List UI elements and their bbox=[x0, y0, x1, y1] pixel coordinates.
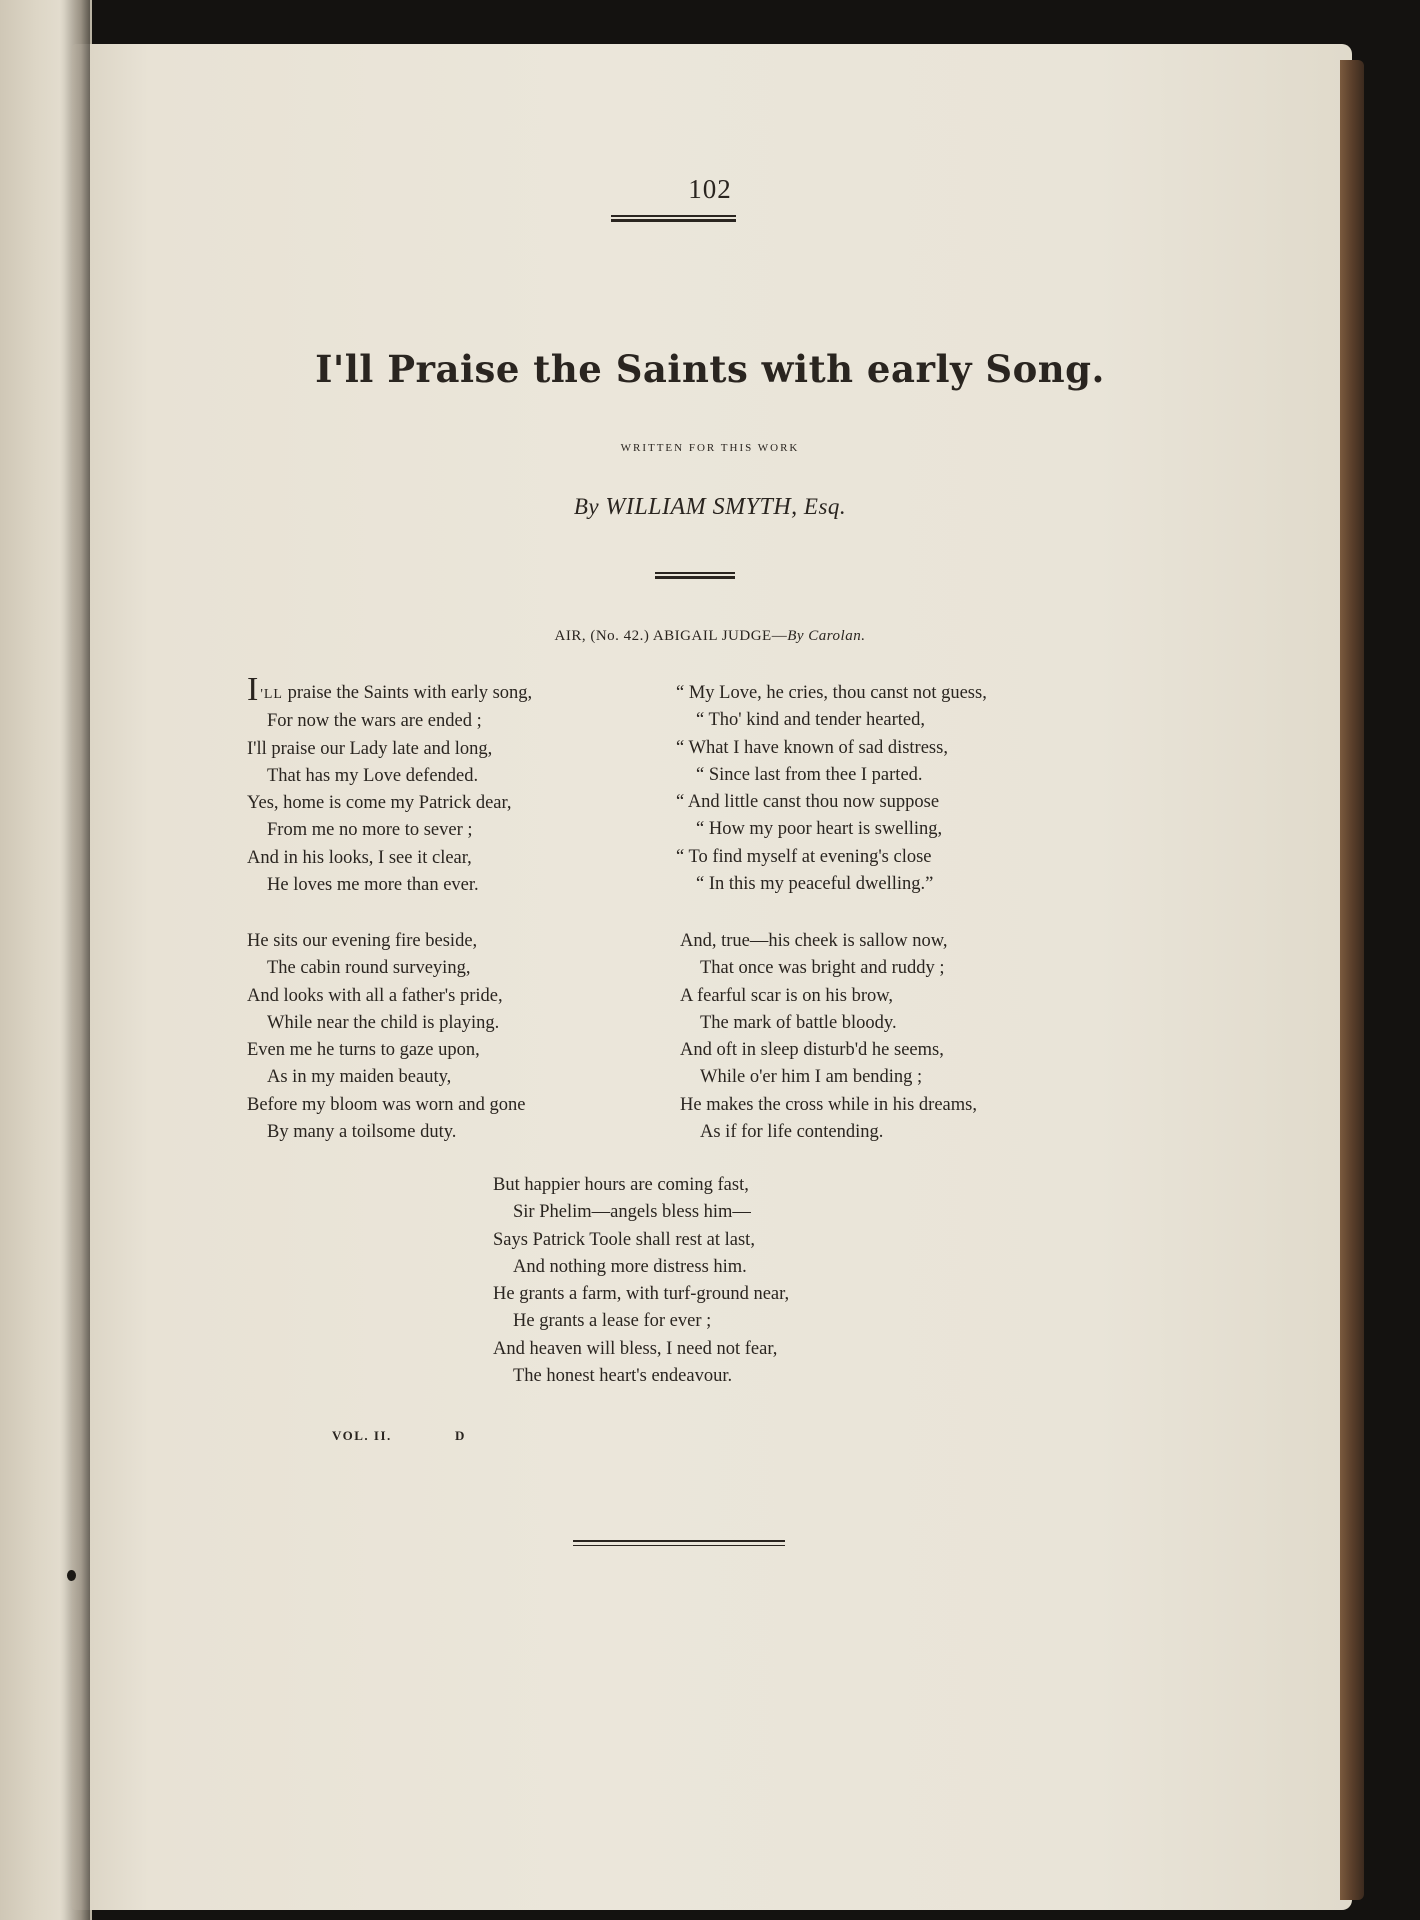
verse-line: As in my maiden beauty, bbox=[267, 1067, 452, 1088]
book-edge bbox=[1340, 60, 1364, 1900]
author-name: WILLIAM SMYTH, bbox=[605, 494, 798, 520]
signature-mark: D bbox=[455, 1428, 465, 1443]
divider-rule-thick bbox=[655, 576, 735, 579]
stanza-1 bbox=[247, 671, 533, 899]
verse-line: He sits our evening fire beside, bbox=[247, 931, 478, 951]
written-for-note: WRITTEN FOR THIS WORK bbox=[620, 442, 800, 454]
verse-line: Before my bloom was worn and gone bbox=[247, 1094, 526, 1115]
book-gutter bbox=[60, 0, 90, 1920]
page-number-rule bbox=[611, 215, 736, 217]
page-number-rule-thick bbox=[611, 219, 736, 222]
verse-line: For now the wars are ended ; bbox=[267, 711, 482, 732]
bottom-rule bbox=[573, 1540, 785, 1542]
verse-line: But happier hours are coming fast, bbox=[493, 1175, 749, 1195]
bottom-rule-second bbox=[573, 1545, 785, 1546]
verse-line: And in his looks, I see it clear, bbox=[247, 847, 472, 868]
verse-line: Sir Phelim—angels bless him— bbox=[513, 1202, 751, 1223]
verse-line: That has my Love defended. bbox=[267, 765, 479, 786]
stanza-5 bbox=[493, 1172, 789, 1390]
verse-line: While o'er him I am bending ; bbox=[700, 1067, 923, 1088]
author-line bbox=[0, 494, 1420, 521]
ink-spot bbox=[67, 1570, 76, 1581]
verse-line: And oft in sleep disturb'd he seems, bbox=[680, 1040, 944, 1061]
page-number: 102 bbox=[688, 174, 732, 204]
verse-line bbox=[247, 671, 533, 708]
verse-line: “ To find myself at evening's close bbox=[676, 846, 932, 867]
verse-line: “ What I have known of sad distress, bbox=[676, 737, 948, 758]
verse-line: And nothing more distress him. bbox=[513, 1256, 747, 1277]
verse-line: And looks with all a father's pride, bbox=[247, 985, 503, 1006]
verse-line: That once was bright and ruddy ; bbox=[700, 958, 945, 979]
author-suffix: Esq. bbox=[803, 494, 847, 519]
verse-line: While near the child is playing. bbox=[267, 1012, 500, 1033]
verse-line: “ In this my peaceful dwelling.” bbox=[696, 874, 934, 895]
verse-line: He grants a farm, with turf-ground near, bbox=[493, 1284, 790, 1305]
verse-line: Even me he turns to gaze upon, bbox=[247, 1040, 480, 1061]
verse-line: He makes the cross while in his dreams, bbox=[680, 1094, 977, 1115]
verse-line: From me no more to sever ; bbox=[267, 820, 473, 841]
verse-line: “ How my poor heart is swelling, bbox=[696, 819, 943, 840]
verse-line: And, true—his cheek is sallow now, bbox=[680, 931, 948, 951]
small-caps: 'LL bbox=[260, 687, 283, 702]
volume-label: VOL. II. bbox=[332, 1428, 392, 1443]
verse-line: Says Patrick Toole shall rest at last, bbox=[493, 1229, 755, 1250]
drop-cap: I bbox=[247, 671, 259, 708]
verse-line: By many a toilsome duty. bbox=[267, 1122, 457, 1143]
air-attribution: By Carolan. bbox=[787, 628, 866, 644]
verse-line: Yes, home is come my Patrick dear, bbox=[247, 793, 512, 814]
air-text: AIR, (No. 42.) ABIGAIL JUDGE— bbox=[554, 628, 788, 644]
verse-line: He loves me more than ever. bbox=[267, 875, 479, 896]
stanza-2 bbox=[247, 928, 525, 1146]
verse-line: The honest heart's endeavour. bbox=[513, 1366, 733, 1387]
author-prefix: By bbox=[573, 494, 600, 519]
stanza-3 bbox=[676, 680, 987, 898]
verse-line: A fearful scar is on his brow, bbox=[680, 985, 894, 1006]
verse-line: I'll praise our Lady late and long, bbox=[247, 738, 493, 759]
verse-text: praise the Saints with early song, bbox=[282, 683, 533, 703]
verse-line: The mark of battle bloody. bbox=[700, 1012, 897, 1033]
verse-line: The cabin round surveying, bbox=[267, 958, 471, 979]
verse-line: “ And little canst thou now suppose bbox=[676, 792, 940, 813]
verse-line: He grants a lease for ever ; bbox=[513, 1311, 712, 1332]
verse-line: “ Tho' kind and tender hearted, bbox=[696, 710, 926, 731]
verse-line: “ Since last from thee I parted. bbox=[696, 764, 923, 785]
stanza-4 bbox=[680, 928, 977, 1146]
divider-rule bbox=[655, 572, 735, 574]
verse-line: And heaven will bless, I need not fear, bbox=[493, 1338, 778, 1359]
verse-line: As if for life contending. bbox=[700, 1122, 884, 1143]
verse-line: “ My Love, he cries, thou canst not guess, bbox=[676, 683, 987, 703]
song-title: I'll Praise the Saints with early Song. bbox=[315, 347, 1105, 391]
air-line bbox=[0, 628, 1420, 645]
